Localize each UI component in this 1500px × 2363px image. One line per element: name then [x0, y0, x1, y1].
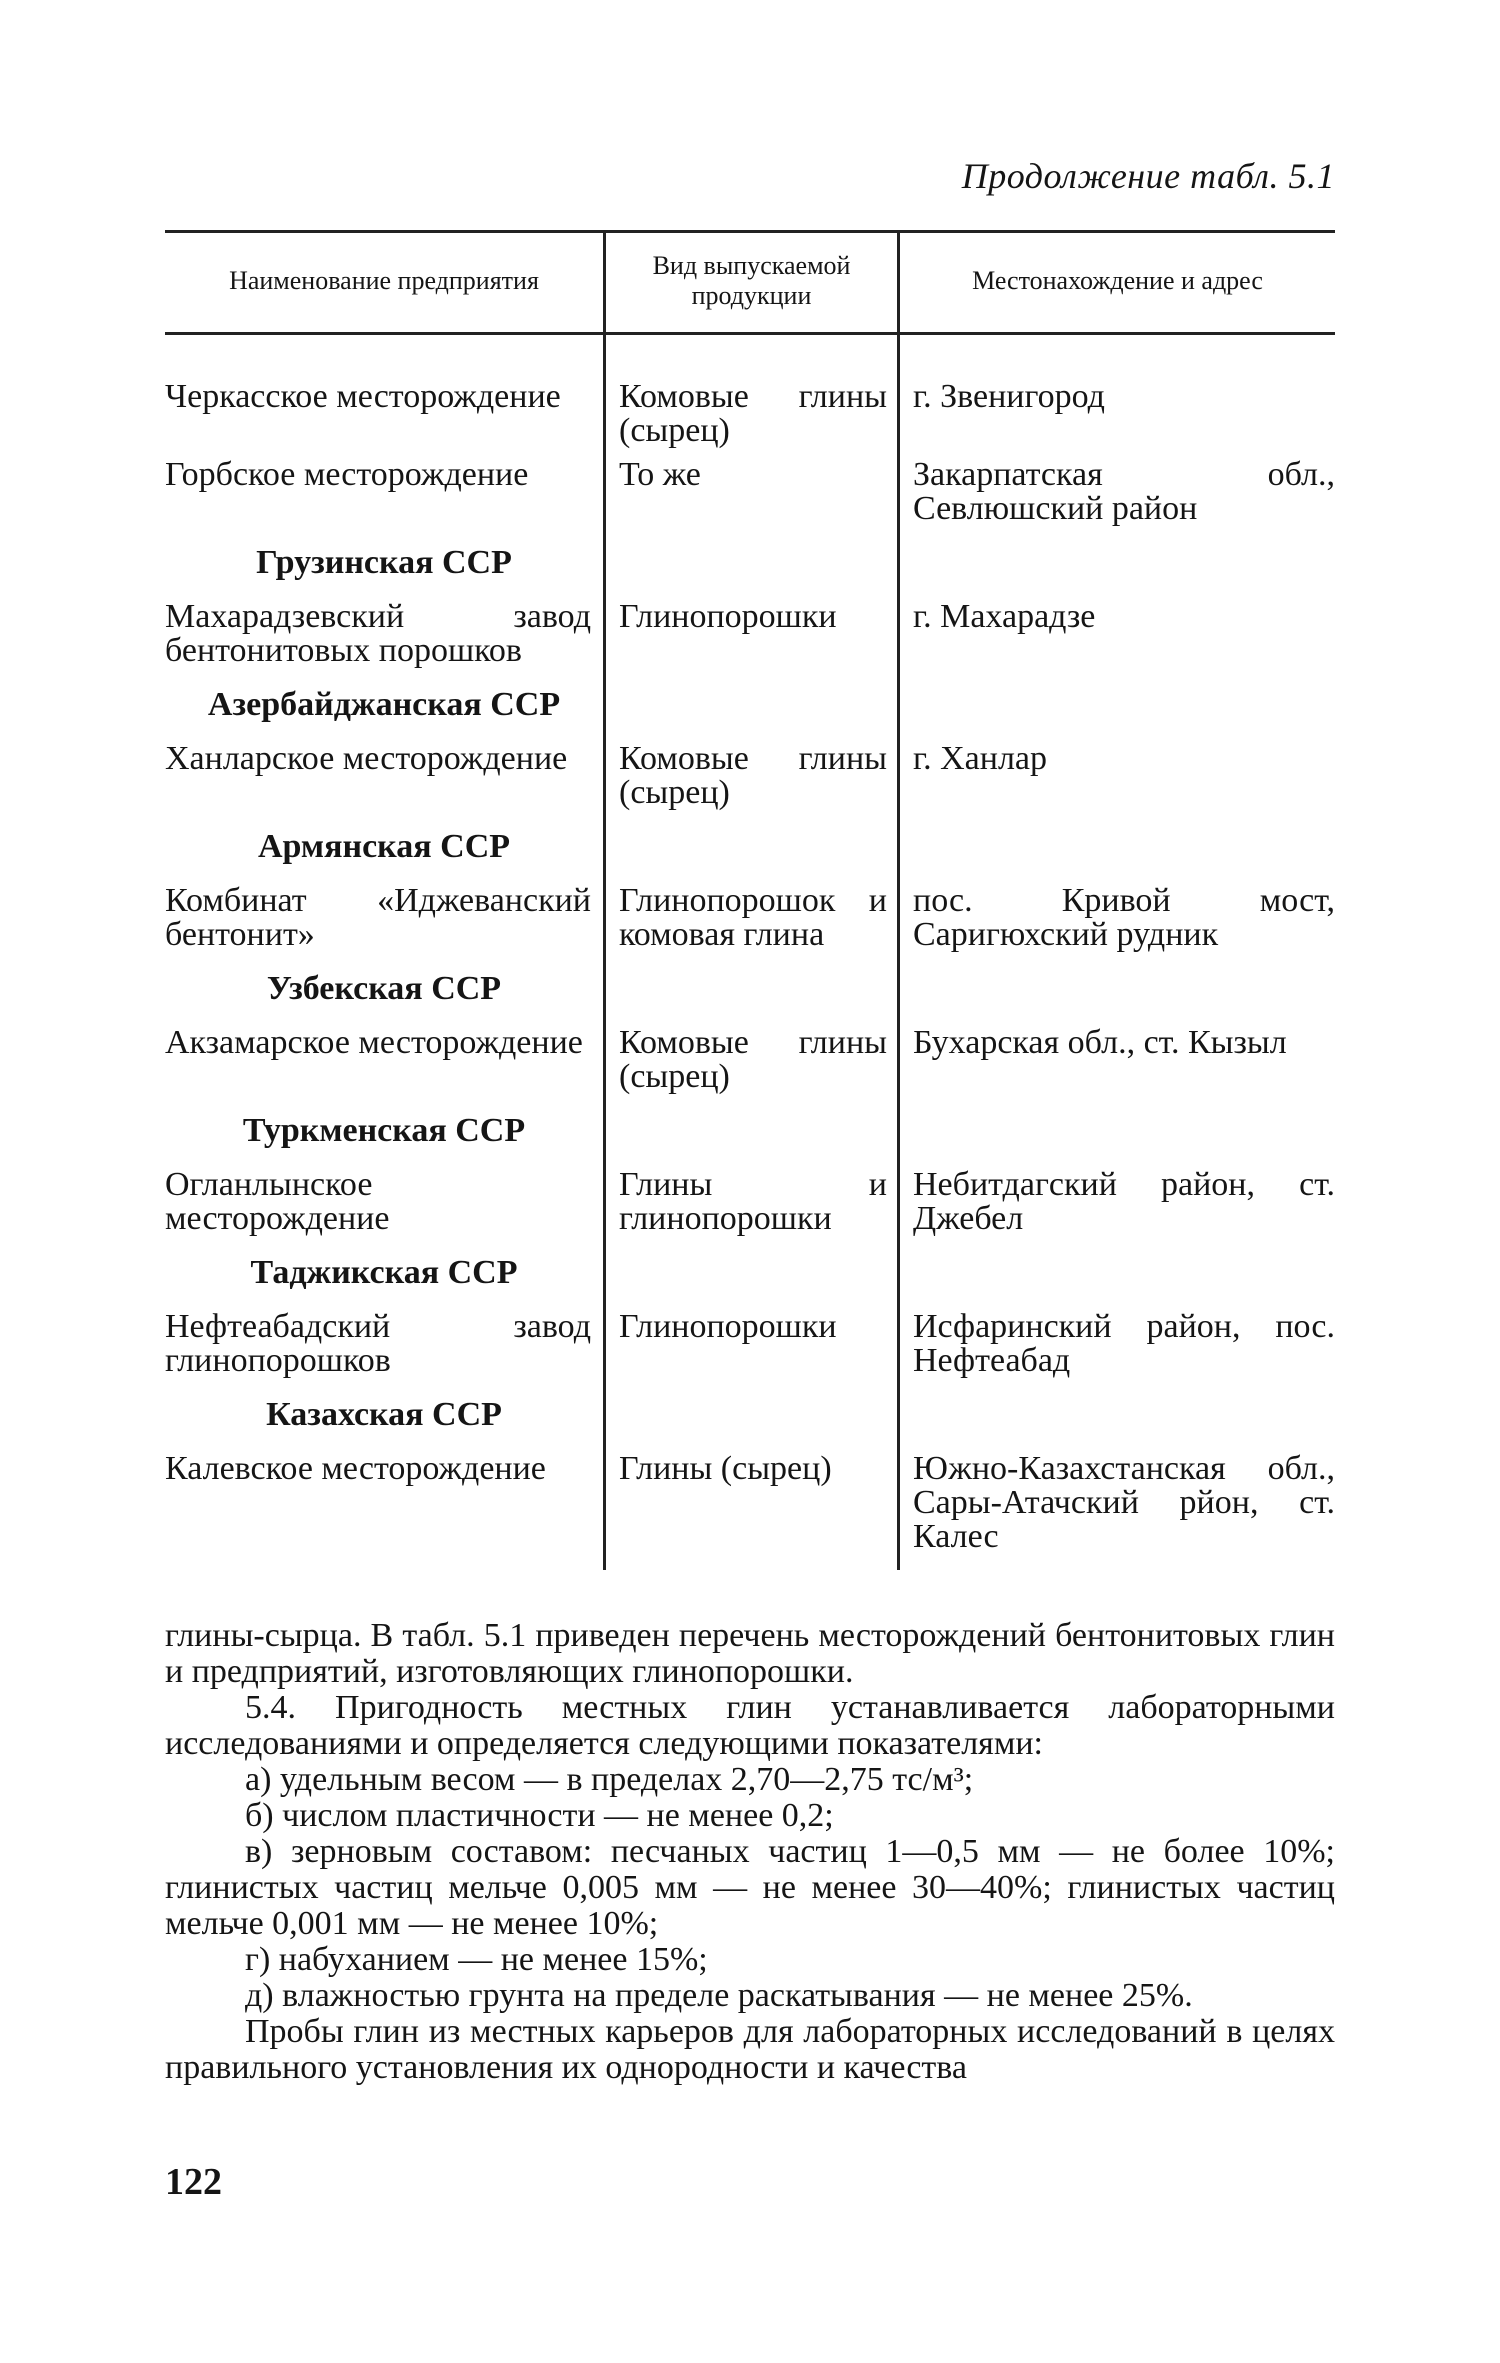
cell-enterprise-name: Горбское месторождение: [165, 456, 529, 493]
cell-product: То же: [619, 456, 701, 493]
region-heading: Казахская ССР: [266, 1396, 502, 1433]
enterprises-table: [165, 230, 1335, 1570]
paragraph-section-5-4: 5.4. Пригодность местных глин устанавливается лабораторными исследованиями и определяется следующими показателями:: [165, 1689, 1335, 1762]
column-header-product: Вид выпускаемой продукции: [652, 251, 851, 310]
cell-product: Глинопорошок и комовая глина: [619, 882, 887, 953]
body-text: [165, 1618, 1335, 2086]
cell-address: Небитдагский район, ст. Джебел: [913, 1166, 1335, 1237]
cell-product: Глинопорошки: [619, 598, 837, 635]
region-heading: Туркменская ССР: [242, 1112, 526, 1149]
table-row: [165, 1168, 1335, 1246]
paragraph: Пробы глин из местных карьеров для лабораторных исследований в целях правильного установления их однородности и качества: [165, 2013, 1335, 2086]
cell-enterprise-name: Огланлынское месторождение: [165, 1166, 390, 1237]
table-row: [165, 600, 1335, 678]
list-item: в) зерновым составом: песчаных частиц 1—0,5 мм — не более 10%; глинистых частиц мельче 0,005 мм — не менее 30—40%; глинистых частиц мельче 0,001 мм — не менее 10%;: [165, 1833, 1335, 1942]
cell-enterprise-name: Махарадзевский завод бентонитовых порошков: [165, 598, 591, 669]
cell-address: Бухарская обл., ст. Кызыл: [913, 1024, 1287, 1061]
table-header-rule: [165, 332, 1335, 335]
table-row: [165, 742, 1335, 820]
list-item: б) числом пластичности — не менее 0,2;: [245, 1797, 834, 1834]
region-heading: Азербайджанская ССР: [207, 686, 561, 723]
table-row: [165, 1452, 1335, 1564]
cell-product: Комовые глины (сырец): [619, 1024, 887, 1095]
column-header-name: Наименование предприятия: [229, 266, 539, 295]
cell-product: Комовые глины (сырец): [619, 378, 887, 449]
cell-product: Глины и глинопорошки: [619, 1166, 887, 1237]
paragraph: глины-сырца. В табл. 5.1 приведен перечень месторождений бентонитовых глин и предприятий, изготовляющих глинопорошки.: [165, 1617, 1335, 1690]
cell-address: Южно-Казахстанская обл., Сары-Атачский рйон, ст. Калес: [913, 1450, 1335, 1555]
table-row: [165, 1310, 1335, 1388]
cell-enterprise-name: Калевское месторождение: [165, 1450, 546, 1487]
table-continuation-label: Продолжение табл. 5.1: [961, 156, 1335, 196]
list-item: д) влажностью грунта на пределе раскатывания — не менее 25%.: [245, 1977, 1193, 2014]
column-header-address: Местонахождение и адрес: [972, 266, 1263, 295]
cell-address: Исфаринский район, пос. Нефтеабад: [913, 1308, 1335, 1379]
region-heading: Таджикская ССР: [250, 1254, 518, 1291]
cell-address: г. Звенигород: [913, 378, 1105, 415]
list-item: г) набуханием — не менее 15%;: [245, 1941, 708, 1978]
cell-enterprise-name: Акзамарское месторождение: [165, 1024, 583, 1061]
list-item: а) удельным весом — в пределах 2,70—2,75 тс/м³;: [245, 1761, 974, 1798]
cell-address: г. Ханлар: [913, 740, 1048, 777]
table-row: [165, 884, 1335, 962]
cell-enterprise-name: Ханларское месторождение: [165, 740, 568, 777]
cell-enterprise-name: Комбинат «Иджеванский бентонит»: [165, 882, 591, 953]
table-row: [165, 1026, 1335, 1104]
page-number: 122: [165, 2161, 222, 2203]
region-heading: Узбекская ССР: [266, 970, 502, 1007]
region-heading: Грузинская ССР: [256, 544, 512, 581]
cell-address: пос. Кривой мост, Саригюхский рудник: [913, 882, 1335, 953]
table-row: [165, 458, 1335, 536]
cell-product: Глины (сырец): [619, 1450, 832, 1487]
cell-address: Закарпатская обл., Севлюшский район: [913, 456, 1335, 527]
cell-product: Комовые глины (сырец): [619, 740, 887, 811]
cell-address: г. Махарадзе: [913, 598, 1096, 635]
cell-enterprise-name: Нефтеабадский завод глинопорошков: [165, 1308, 591, 1379]
table-body: [165, 380, 1335, 1564]
cell-product: Глинопорошки: [619, 1308, 837, 1345]
cell-enterprise-name: Черкасское месторождение: [165, 378, 561, 415]
region-heading: Армянская ССР: [257, 828, 511, 865]
table-row: [165, 380, 1335, 458]
